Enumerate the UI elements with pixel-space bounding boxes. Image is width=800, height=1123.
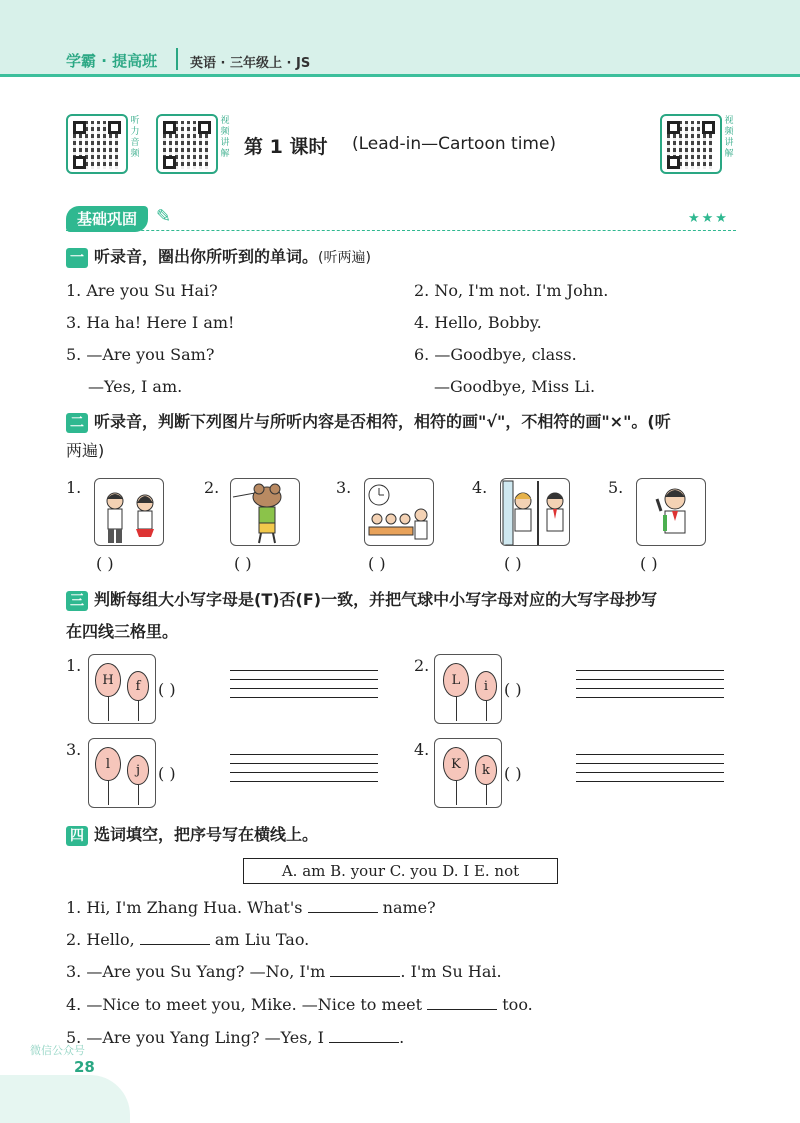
balloon-lowercase: j xyxy=(127,755,149,785)
picture-classroom xyxy=(364,478,434,546)
balloon-box-1 xyxy=(88,654,156,724)
q3-label-4: 4. xyxy=(414,740,430,759)
q2-title xyxy=(66,409,746,435)
picture-boy-waving xyxy=(636,478,706,546)
q1-item-6: 6. —Goodbye, class. xyxy=(414,345,577,364)
q2-label-1: 1. xyxy=(66,478,82,497)
q2-label-3: 3. xyxy=(336,478,352,497)
q1-item-5: 5. —Are you Sam? xyxy=(66,345,215,364)
answer-blank[interactable] xyxy=(308,899,378,913)
q2-title-text: 听录音，判断下列图片与所听内容是否相符，相符的画"√"，不相符的画"×"。(听 xyxy=(94,412,671,431)
q1-item-6-reply: —Goodbye, Miss Li. xyxy=(434,377,596,396)
q2-title-cont: 两遍) xyxy=(66,441,105,460)
balloon-lowercase: f xyxy=(127,671,149,701)
q3-title-text: 判断每组大小写字母是(T)否(F)一致，并把气球中小写字母对应的大写字母抄写 xyxy=(94,590,658,609)
answer-blank[interactable] xyxy=(427,996,497,1010)
q2-answer-3[interactable]: ( ) xyxy=(368,554,386,573)
balloon-box-3 xyxy=(88,738,156,808)
q2-label-5: 5. xyxy=(608,478,624,497)
qr-code-audio[interactable] xyxy=(66,114,128,174)
qr-label-video-right: 视频讲解 xyxy=(724,116,734,159)
q4-item-3: 3. —Are you Su Yang? —No, I'm . I'm Su Hai. xyxy=(66,962,502,981)
section-badge: 基础巩固 xyxy=(66,206,148,232)
four-line-grid-1[interactable] xyxy=(230,670,378,698)
four-line-grid-2[interactable] xyxy=(576,670,724,698)
q1-title xyxy=(66,244,371,271)
pencil-icon: ✎ xyxy=(156,206,172,227)
q1-item-2: 2. No, I'm not. I'm John. xyxy=(414,281,609,300)
q4-item-4: 4. —Nice to meet you, Mike. —Nice to meet too. xyxy=(66,995,533,1014)
qr-code-video-right[interactable] xyxy=(660,114,722,174)
q3-answer-1[interactable]: ( ) xyxy=(158,680,176,699)
q3-answer-3[interactable]: ( ) xyxy=(158,764,176,783)
balloon-uppercase: H xyxy=(95,663,121,697)
q1-note: (听两遍) xyxy=(318,250,371,266)
q3-title xyxy=(66,587,746,613)
q2-answer-1[interactable]: ( ) xyxy=(96,554,114,573)
picture-two-children xyxy=(94,478,164,546)
header-divider xyxy=(0,74,800,77)
picture-door-children xyxy=(500,478,570,546)
balloon-lowercase: i xyxy=(475,671,497,701)
header-separator xyxy=(176,48,178,70)
lesson-subtitle: (Lead-in—Cartoon time) xyxy=(352,134,557,154)
balloon-uppercase: K xyxy=(443,747,469,781)
q3-title-cont: 在四线三格里。 xyxy=(66,622,179,641)
q1-title-text: 听录音，圈出你所听到的单词。 xyxy=(94,247,319,266)
q2-answer-5[interactable]: ( ) xyxy=(640,554,658,573)
balloon-uppercase: L xyxy=(443,663,469,697)
watermark: 微信公众号 xyxy=(30,1044,85,1057)
q4-item-2: 2. Hello, am Liu Tao. xyxy=(66,930,310,949)
q1-item-5-reply: —Yes, I am. xyxy=(88,377,183,396)
answer-blank[interactable] xyxy=(329,1029,399,1043)
q2-answer-4[interactable]: ( ) xyxy=(504,554,522,573)
q4-item-1: 1. Hi, I'm Zhang Hua. What's name? xyxy=(66,898,436,917)
footer-decoration xyxy=(0,1075,130,1123)
picture-mouse xyxy=(230,478,300,546)
q2-number: 二 xyxy=(66,413,88,433)
balloon-lowercase: k xyxy=(475,755,497,785)
four-line-grid-3[interactable] xyxy=(230,754,378,782)
balloon-box-2 xyxy=(434,654,502,724)
lesson-title: 第 1 课时 xyxy=(244,136,328,158)
q3-answer-2[interactable]: ( ) xyxy=(504,680,522,699)
series-title: 学霸 · 提高班 xyxy=(66,52,158,70)
balloon-uppercase: l xyxy=(95,747,121,781)
four-line-grid-4[interactable] xyxy=(576,754,724,782)
q1-number: 一 xyxy=(66,248,88,268)
q4-item-5: 5. —Are you Yang Ling? —Yes, I . xyxy=(66,1028,405,1047)
answer-blank[interactable] xyxy=(330,963,400,977)
q3-answer-4[interactable]: ( ) xyxy=(504,764,522,783)
q2-answer-2[interactable]: ( ) xyxy=(234,554,252,573)
q4-title-text: 选词填空，把序号写在横线上。 xyxy=(94,825,319,844)
book-title: 英语 · 三年级上 · JS xyxy=(190,56,311,71)
answer-blank[interactable] xyxy=(140,931,210,945)
q3-label-3: 3. xyxy=(66,740,82,759)
q4-title xyxy=(66,822,318,848)
q3-label-2: 2. xyxy=(414,656,430,675)
q4-number: 四 xyxy=(66,826,88,846)
q1-item-1: 1. Are you Su Hai? xyxy=(66,281,218,300)
q1-item-4: 4. Hello, Bobby. xyxy=(414,313,542,332)
section-divider xyxy=(66,230,736,231)
balloon-box-4 xyxy=(434,738,502,808)
page-number: 28 xyxy=(74,1058,95,1076)
difficulty-stars: ★★★ xyxy=(688,211,729,226)
q3-label-1: 1. xyxy=(66,656,82,675)
q2-label-4: 4. xyxy=(472,478,488,497)
qr-label-video: 视频讲解 xyxy=(220,116,230,159)
qr-code-video[interactable] xyxy=(156,114,218,174)
word-options-box: A. am B. your C. you D. I E. not xyxy=(243,858,558,884)
q1-item-3: 3. Ha ha! Here I am! xyxy=(66,313,235,332)
qr-label-audio: 听力音频 xyxy=(130,116,140,159)
q2-label-2: 2. xyxy=(204,478,220,497)
q3-number: 三 xyxy=(66,591,88,611)
